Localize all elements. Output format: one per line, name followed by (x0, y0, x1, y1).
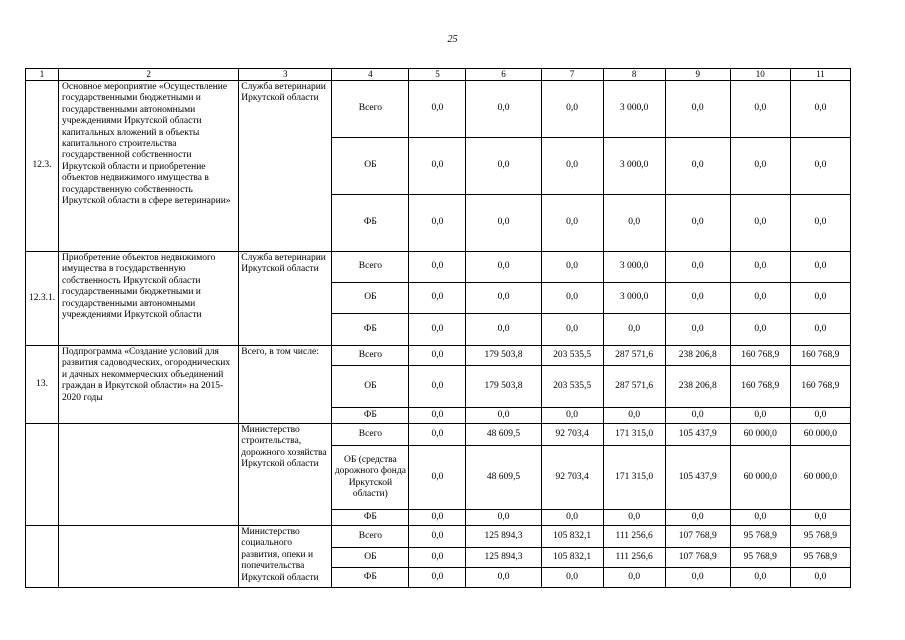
amount-cell: 203 535,5 (541, 346, 603, 366)
amount-cell: 179 503,8 (466, 346, 541, 366)
amount-cell: 203 535,5 (541, 366, 603, 408)
item-description: Приобретение объектов недвижимого имущества в государственную собственность Иркутской области государственными бюджетными и государственными автономными учреждениями Иркутской области (59, 252, 239, 346)
amount-cell: 0,0 (665, 314, 730, 346)
funding-source: ФБ (332, 314, 409, 346)
funding-source: ФБ (332, 568, 409, 588)
column-header: 2 (59, 69, 239, 81)
page-number: 25 (447, 34, 458, 45)
column-header: 5 (409, 69, 466, 81)
funding-source: Всего (332, 81, 409, 138)
amount-cell: 0,0 (409, 252, 466, 283)
table-body (26, 69, 851, 588)
funding-source: Всего (332, 424, 409, 446)
amount-cell: 111 256,6 (603, 526, 665, 548)
amount-cell: 0,0 (603, 408, 665, 424)
amount-cell: 0,0 (790, 408, 850, 424)
amount-cell: 0,0 (541, 408, 603, 424)
amount-cell: 0,0 (466, 568, 541, 588)
column-header: 4 (332, 69, 409, 81)
amount-cell: 0,0 (790, 283, 850, 314)
amount-cell: 287 571,6 (603, 346, 665, 366)
amount-cell: 0,0 (730, 510, 790, 526)
executor: Министерство строительства, дорожного хозяйства Иркутской области (239, 424, 332, 526)
amount-cell: 0,0 (409, 195, 466, 252)
funding-source: ФБ (332, 510, 409, 526)
table-row (26, 81, 851, 138)
amount-cell: 0,0 (409, 138, 466, 195)
amount-cell: 60 000,0 (730, 424, 790, 446)
amount-cell: 0,0 (409, 548, 466, 568)
amount-cell: 95 768,9 (730, 526, 790, 548)
amount-cell: 0,0 (466, 283, 541, 314)
amount-cell: 160 768,9 (730, 346, 790, 366)
amount-cell: 0,0 (790, 195, 850, 252)
amount-cell: 0,0 (409, 408, 466, 424)
funding-source: ОБ (332, 548, 409, 568)
amount-cell: 0,0 (541, 314, 603, 346)
amount-cell: 0,0 (409, 314, 466, 346)
amount-cell: 105 437,9 (665, 424, 730, 446)
amount-cell: 105 832,1 (541, 548, 603, 568)
amount-cell: 0,0 (730, 568, 790, 588)
amount-cell: 107 768,9 (665, 526, 730, 548)
amount-cell: 0,0 (730, 195, 790, 252)
amount-cell: 0,0 (603, 314, 665, 346)
amount-cell: 160 768,9 (790, 366, 850, 408)
amount-cell: 107 768,9 (665, 548, 730, 568)
amount-cell: 105 832,1 (541, 526, 603, 548)
amount-cell: 0,0 (409, 346, 466, 366)
column-header: 9 (665, 69, 730, 81)
column-header: 7 (541, 69, 603, 81)
item-code (26, 424, 59, 526)
amount-cell: 0,0 (730, 283, 790, 314)
amount-cell: 0,0 (409, 568, 466, 588)
amount-cell: 160 768,9 (790, 346, 850, 366)
item-description: Основное мероприятие «Осуществление государственными бюджетными и государственными автономными учреждениями Иркутской области капитальных вложений в объекты капитального строительства государственной собственности Иркутской области и приобретение объектов недвижимого имущества в государственную собственность Иркутской области в сфере ветеринарии» (59, 81, 239, 252)
amount-cell: 95 768,9 (790, 548, 850, 568)
amount-cell: 0,0 (466, 81, 541, 138)
amount-cell: 179 503,8 (466, 366, 541, 408)
amount-cell: 0,0 (541, 283, 603, 314)
amount-cell: 0,0 (409, 424, 466, 446)
amount-cell: 0,0 (665, 81, 730, 138)
amount-cell: 0,0 (409, 81, 466, 138)
amount-cell: 0,0 (790, 138, 850, 195)
amount-cell: 0,0 (409, 526, 466, 548)
column-header: 3 (239, 69, 332, 81)
table-row (26, 424, 851, 446)
funding-source: Всего (332, 346, 409, 366)
amount-cell: 0,0 (790, 314, 850, 346)
amount-cell: 0,0 (603, 195, 665, 252)
amount-cell: 287 571,6 (603, 366, 665, 408)
amount-cell: 0,0 (466, 138, 541, 195)
amount-cell: 92 703,4 (541, 424, 603, 446)
column-header: 8 (603, 69, 665, 81)
amount-cell: 0,0 (665, 138, 730, 195)
amount-cell: 125 894,3 (466, 526, 541, 548)
column-header: 11 (790, 69, 850, 81)
amount-cell: 0,0 (730, 314, 790, 346)
amount-cell: 160 768,9 (730, 366, 790, 408)
table-row (26, 346, 851, 366)
amount-cell: 60 000,0 (790, 424, 850, 446)
amount-cell: 48 609,5 (466, 424, 541, 446)
amount-cell: 95 768,9 (790, 526, 850, 548)
amount-cell: 0,0 (466, 252, 541, 283)
header-row (26, 69, 851, 81)
amount-cell: 0,0 (409, 510, 466, 526)
item-description (59, 526, 239, 588)
amount-cell: 0,0 (541, 568, 603, 588)
amount-cell: 0,0 (541, 510, 603, 526)
amount-cell: 0,0 (541, 81, 603, 138)
amount-cell: 0,0 (665, 510, 730, 526)
amount-cell: 0,0 (466, 314, 541, 346)
funding-source: ОБ (332, 366, 409, 408)
amount-cell: 0,0 (466, 510, 541, 526)
executor: Служба ветеринарии Иркутской области (239, 81, 332, 252)
amount-cell: 0,0 (603, 568, 665, 588)
amount-cell: 0,0 (790, 252, 850, 283)
amount-cell: 3 000,0 (603, 138, 665, 195)
table-row (26, 252, 851, 283)
amount-cell: 111 256,6 (603, 548, 665, 568)
amount-cell: 60 000,0 (790, 446, 850, 510)
amount-cell: 0,0 (466, 408, 541, 424)
amount-cell: 105 437,9 (665, 446, 730, 510)
amount-cell: 0,0 (466, 195, 541, 252)
funding-source: ФБ (332, 408, 409, 424)
funding-source: ОБ (332, 138, 409, 195)
amount-cell: 0,0 (730, 252, 790, 283)
amount-cell: 0,0 (665, 568, 730, 588)
amount-cell: 48 609,5 (466, 446, 541, 510)
amount-cell: 0,0 (665, 252, 730, 283)
executor: Служба ветеринарии Иркутской области (239, 252, 332, 346)
funding-source: ОБ (средства дорожного фонда Иркутской области) (332, 446, 409, 510)
column-header: 1 (26, 69, 59, 81)
amount-cell: 0,0 (541, 195, 603, 252)
executor: Министерство социального развития, опеки и попечительства Иркутской области (239, 526, 332, 588)
amount-cell: 125 894,3 (466, 548, 541, 568)
item-description (59, 424, 239, 526)
column-header: 10 (730, 69, 790, 81)
executor: Всего, в том числе: (239, 346, 332, 424)
amount-cell: 3 000,0 (603, 252, 665, 283)
amount-cell: 3 000,0 (603, 283, 665, 314)
item-code: 12.3. (26, 81, 59, 252)
amount-cell: 0,0 (665, 195, 730, 252)
amount-cell: 171 315,0 (603, 446, 665, 510)
amount-cell: 238 206,8 (665, 366, 730, 408)
amount-cell: 0,0 (541, 138, 603, 195)
amount-cell: 0,0 (409, 366, 466, 408)
funding-source: Всего (332, 252, 409, 283)
amount-cell: 0,0 (603, 510, 665, 526)
amount-cell: 95 768,9 (730, 548, 790, 568)
budget-table (25, 68, 851, 588)
amount-cell: 0,0 (730, 138, 790, 195)
funding-source: ФБ (332, 195, 409, 252)
amount-cell: 0,0 (665, 408, 730, 424)
amount-cell: 0,0 (665, 283, 730, 314)
amount-cell: 0,0 (730, 81, 790, 138)
amount-cell: 0,0 (541, 252, 603, 283)
amount-cell: 0,0 (790, 568, 850, 588)
amount-cell: 0,0 (409, 446, 466, 510)
funding-source: ОБ (332, 283, 409, 314)
amount-cell: 0,0 (790, 510, 850, 526)
amount-cell: 0,0 (730, 408, 790, 424)
amount-cell: 0,0 (409, 283, 466, 314)
amount-cell: 3 000,0 (603, 81, 665, 138)
amount-cell: 238 206,8 (665, 346, 730, 366)
item-code (26, 526, 59, 588)
funding-source: Всего (332, 526, 409, 548)
amount-cell: 0,0 (790, 81, 850, 138)
table-row (26, 526, 851, 548)
amount-cell: 171 315,0 (603, 424, 665, 446)
amount-cell: 92 703,4 (541, 446, 603, 510)
item-description: Подпрограмма «Создание условий для развития садоводческих, огороднических и дачных некоммерческих объединений граждан в Иркутской области» на 2015-2020 годы (59, 346, 239, 424)
amount-cell: 60 000,0 (730, 446, 790, 510)
item-code: 13. (26, 346, 59, 424)
column-header: 6 (466, 69, 541, 81)
item-code: 12.3.1. (26, 252, 59, 346)
